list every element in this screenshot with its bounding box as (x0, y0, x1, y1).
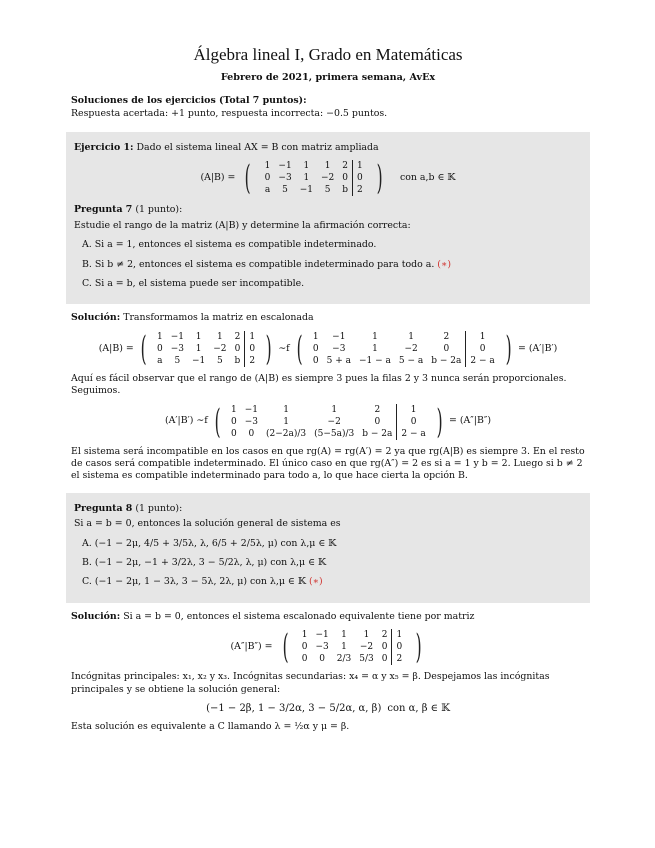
matrix-cell: 1 (392, 629, 406, 641)
matrix-cell: −3 (244, 416, 258, 427)
sol7-rhs2: = (A″|B″) (449, 415, 491, 427)
matrix-cell: a (264, 185, 271, 196)
matrix-cell: 5 + a (326, 355, 351, 366)
matrix-cell: 1 (466, 331, 499, 343)
sol8-label: Solución: (71, 610, 121, 622)
option-text: Si a = b, el sistema puede ser incompatible. (94, 277, 305, 289)
exercise-label: Ejercicio 1: (74, 141, 134, 153)
matrix-cell: 1 (156, 331, 163, 342)
matrix-cell: 0 (301, 654, 308, 665)
q7-options (74, 239, 582, 290)
exercise-matrix (261, 160, 367, 196)
matrix-cell: 0 (443, 343, 450, 354)
q7-prompt: Estudie el rango de la matriz (A|B) y determine la afirmación correcta: (74, 219, 411, 231)
exercise-statement: Dado el sistema lineal AX = B con matriz ampliada (136, 141, 379, 153)
option-letter: C. (82, 576, 95, 588)
matrix-cell: −1 − a (359, 355, 391, 366)
matrix-cell: −2 (327, 416, 341, 427)
matrix-cell: 0 (392, 641, 406, 653)
matrix-cell: 5 (217, 355, 223, 366)
matrix-cell: −3 (332, 343, 346, 354)
matrix-cell: −1 (332, 331, 346, 342)
option-text: (−1 − 2μ, 4/5 + 3/5λ, λ, 6/5 + 2/5λ, μ) con λ,μ ∈ 𝕂 (94, 537, 337, 549)
matrix-cell: b − 2a (362, 428, 393, 439)
option-letter: B. (82, 557, 95, 568)
matrix-cell: b − 2a (431, 355, 462, 366)
matrix-cell: −1 (244, 404, 258, 415)
matrix-cell: 0 (230, 416, 237, 427)
option-text: Si a = 1, entonces el sistema es compatible indeterminado. (94, 239, 377, 251)
matrix-cell: 0 (245, 343, 259, 355)
matrix-cell: 0 (381, 642, 388, 653)
sol7-lhs2: (A′|B′) ∼f (165, 415, 208, 427)
matrix-cell: 0 (248, 428, 255, 439)
matrix-cell: (5−5a)/3 (314, 428, 355, 439)
q7-points: (1 punto): (135, 204, 183, 216)
matrix-cell: a (157, 355, 163, 366)
matrix-cell: 1 (363, 630, 370, 641)
q8-options (74, 538, 582, 589)
matrix-cell: 0 (319, 654, 325, 665)
option-text: Si b ≠ 2, entonces el sistema es compatible indeterminado para todo a. (94, 258, 435, 270)
sol7-matrix-2 (309, 331, 499, 367)
option-letter: B. (82, 258, 95, 270)
answer-option (82, 576, 582, 588)
matrix-cell: 0 (466, 343, 499, 355)
document-body (71, 34, 585, 737)
answer-option (82, 239, 582, 251)
matrix-cell: −3 (278, 173, 292, 184)
q8-label: Pregunta 8 (74, 502, 133, 514)
matrix-cell: 0 (374, 416, 381, 427)
exercise-condition: con a,b ∈ 𝕂 (400, 172, 456, 184)
matrix-cell: 0 (234, 343, 241, 354)
sol7-matrix-3 (227, 404, 430, 440)
matrix-cell: 2 − a (466, 355, 499, 367)
option-letter: A. (82, 537, 95, 549)
matrix-cell: 2 (443, 331, 450, 342)
matrix-cell: 2 (245, 355, 259, 367)
matrix-cell: −3 (170, 343, 184, 354)
matrix-cell: 0 (312, 355, 319, 366)
matrix-cell: 2 − a (397, 428, 430, 440)
matrix-cell: −3 (315, 642, 329, 653)
matrix-cell: (2−2a)/3 (265, 428, 307, 439)
sol7-intro: Transformamos la matriz en escalonada (123, 312, 314, 324)
matrix-cell: 1 (301, 630, 308, 641)
correct-answer-mark: (∗) (306, 576, 323, 588)
answer-option (82, 278, 582, 290)
matrix-cell: 1 (341, 642, 347, 653)
q8-points: (1 punto): (135, 502, 183, 514)
scoring-rule: Respuesta acertada: +1 punto, respuesta incorrecta: −0.5 puntos. (71, 107, 388, 119)
matrix-cell: 5/3 (359, 654, 374, 665)
exam-subtitle: Febrero de 2021, primera semana, AvEx (220, 72, 436, 84)
matrix-cell: 2 (353, 184, 367, 196)
sol8-final: Esta solución es equivalente a C llamando λ = ½α y μ = β. (71, 721, 350, 733)
sol8-general-row (71, 702, 585, 715)
matrix-cell: 1 (372, 331, 378, 342)
matrix-cell: 1 (312, 331, 319, 342)
answer-option (82, 259, 582, 271)
sol8-general: (−1 − 2β, 1 − 3/2α, 3 − 5/2α, α, β) (206, 703, 382, 715)
sol8-matrix (298, 629, 406, 665)
exercise-matrix-row: (A|B) = ( 1 −1 1 1 2 1 0 −3 1 −2 0 0 a 5 −1 5 b 2 ) con a,b ∈ 𝕂 (200, 158, 456, 199)
matrix-cell: 1 (230, 404, 237, 415)
sol7-sim: ∼f (278, 342, 290, 354)
sol7-matrix-row: (A|B) = ( 1 −1 1 1 2 1 0 −3 1 −2 0 0 a 5 −1 5 b 2 ) ∼f ( 1 −1 1 1 2 1 0 −3 1 −2 0 0 0 5 + a −1 − a 5 − a b − 2a 2 − a ) = (A′|B′) (98, 328, 558, 369)
q8-prompt: Si a = b = 0, entonces la solución general de sistema es (74, 518, 341, 530)
sol8-intro: Si a = b = 0, entonces el sistema escalonado equivalente tiene por matriz (123, 610, 475, 622)
matrix-cell: 5 − a (398, 355, 424, 366)
matrix-cell: 5 (282, 185, 288, 196)
exercise-matrix-lhs: (A|B) = (200, 172, 236, 184)
matrix-cell: 1 (195, 331, 202, 342)
matrix-cell: −1 (170, 331, 184, 342)
matrix-cell: 5 (174, 355, 181, 366)
sol8-general-cond: con α, β ∈ 𝕂 (387, 703, 450, 715)
matrix-cell: 1 (217, 331, 223, 342)
sol7-label: Solución: (71, 312, 121, 324)
matrix-cell: b (342, 185, 349, 196)
sol8-lhs: (A″|B″) = (230, 641, 273, 653)
matrix-cell: 0 (312, 343, 319, 354)
matrix-cell: 2 (392, 653, 406, 665)
sol7-matrix-row-2: (A′|B′) ∼f ( 1 −1 1 1 2 1 0 −3 1 −2 0 0 0 0 (2−2a)/3 (5−5a)/3 b − 2a 2 − a ) = (A″|B″) (165, 401, 491, 442)
option-text: (−1 − 2μ, 1 − 3λ, 3 − 5λ, 2λ, μ) con λ,μ ∈ 𝕂 (94, 576, 306, 588)
matrix-cell: 1 (324, 161, 331, 172)
matrix-cell: 1 (372, 343, 378, 354)
matrix-cell: −1 (315, 630, 329, 641)
correct-answer-mark: (∗) (434, 258, 451, 270)
matrix-cell: −1 (299, 185, 313, 196)
matrix-cell: 1 (283, 416, 289, 427)
exercise-box (66, 132, 590, 304)
sol7-rhs: = (A′|B′) (518, 342, 558, 354)
matrix-cell: 0 (342, 173, 348, 184)
matrix-cell: 1 (408, 331, 414, 342)
matrix-cell: 0 (397, 416, 430, 428)
sol7-conclusion: El sistema será incompatible en los casos en que rg(A) = rg(A′) = 2 ya que rg(A|B) es siempre 3. En el resto de casos será compatible indeterminado. El único caso en que rg(A″) = 2 es si a = 1 y b = 2. Luego si b ≠ 2 el sistema es compatible indeterminado para todo a, lo que hace cierta la opción B. (71, 445, 585, 482)
sol8-matrix-row: (A″|B″) = ( 1 −1 1 1 2 1 0 −3 1 −2 0 0 0 0 2/3 5/3 0 2 ) (230, 627, 422, 668)
matrix-cell: 2 (234, 331, 241, 342)
matrix-cell: −2 (320, 173, 335, 184)
matrix-cell: 1 (341, 630, 347, 641)
matrix-cell: −2 (359, 642, 374, 653)
page-title: Álgebra lineal I, Grado en Matemáticas (193, 45, 463, 64)
matrix-cell: 0 (230, 428, 237, 439)
matrix-cell: 0 (353, 172, 367, 184)
matrix-cell: −2 (213, 343, 227, 354)
q8-box (66, 493, 590, 603)
scoring-heading: Soluciones de los ejercicios (Total 7 puntos): (71, 95, 307, 107)
sol8-variables: Incógnitas principales: x₁, x₂ y x₃. Incógnitas secundarias: x₄ = α y x₅ = β. Despejamos las incógnitas principales y se obtiene la solución general: (71, 671, 550, 695)
matrix-cell: 1 (397, 404, 430, 416)
option-letter: C. (82, 277, 95, 289)
matrix-cell: 2/3 (336, 654, 352, 665)
matrix-cell: 0 (301, 642, 308, 653)
sol7-observation: Aquí es fácil observar que el rango de (A|B) es siempre 3 pues la filas 2 y 3 nunca serán proporcionales. Seguimos. (71, 372, 567, 397)
matrix-cell: 0 (156, 343, 163, 354)
option-letter: A. (82, 239, 95, 251)
answer-option (82, 557, 582, 569)
sol7-lhs: (A|B) = (98, 342, 134, 354)
sol7-matrix-1 (153, 331, 259, 367)
matrix-cell: 2 (342, 161, 348, 172)
matrix-cell: 1 (303, 161, 310, 172)
matrix-cell: 2 (374, 404, 381, 415)
matrix-cell: 5 (324, 185, 331, 196)
matrix-cell: 1 (245, 331, 259, 343)
matrix-cell: 1 (264, 161, 271, 172)
matrix-cell: 1 (331, 404, 338, 415)
matrix-cell: −1 (191, 355, 206, 366)
matrix-cell: −1 (278, 161, 292, 172)
matrix-cell: 1 (283, 404, 289, 415)
matrix-cell: 1 (195, 343, 202, 354)
matrix-cell: −2 (404, 343, 418, 354)
answer-option (82, 538, 582, 550)
option-text: (−1 − 2μ, −1 + 3/2λ, 3 − 5/2λ, λ, μ) con λ,μ ∈ 𝕂 (94, 557, 327, 568)
matrix-cell: b (234, 355, 241, 366)
matrix-cell: 2 (381, 630, 388, 641)
q7-label: Pregunta 7 (74, 204, 133, 216)
matrix-cell: 0 (381, 654, 388, 665)
matrix-cell: 1 (303, 173, 310, 184)
matrix-cell: 1 (353, 160, 367, 172)
matrix-cell: 0 (264, 173, 271, 184)
